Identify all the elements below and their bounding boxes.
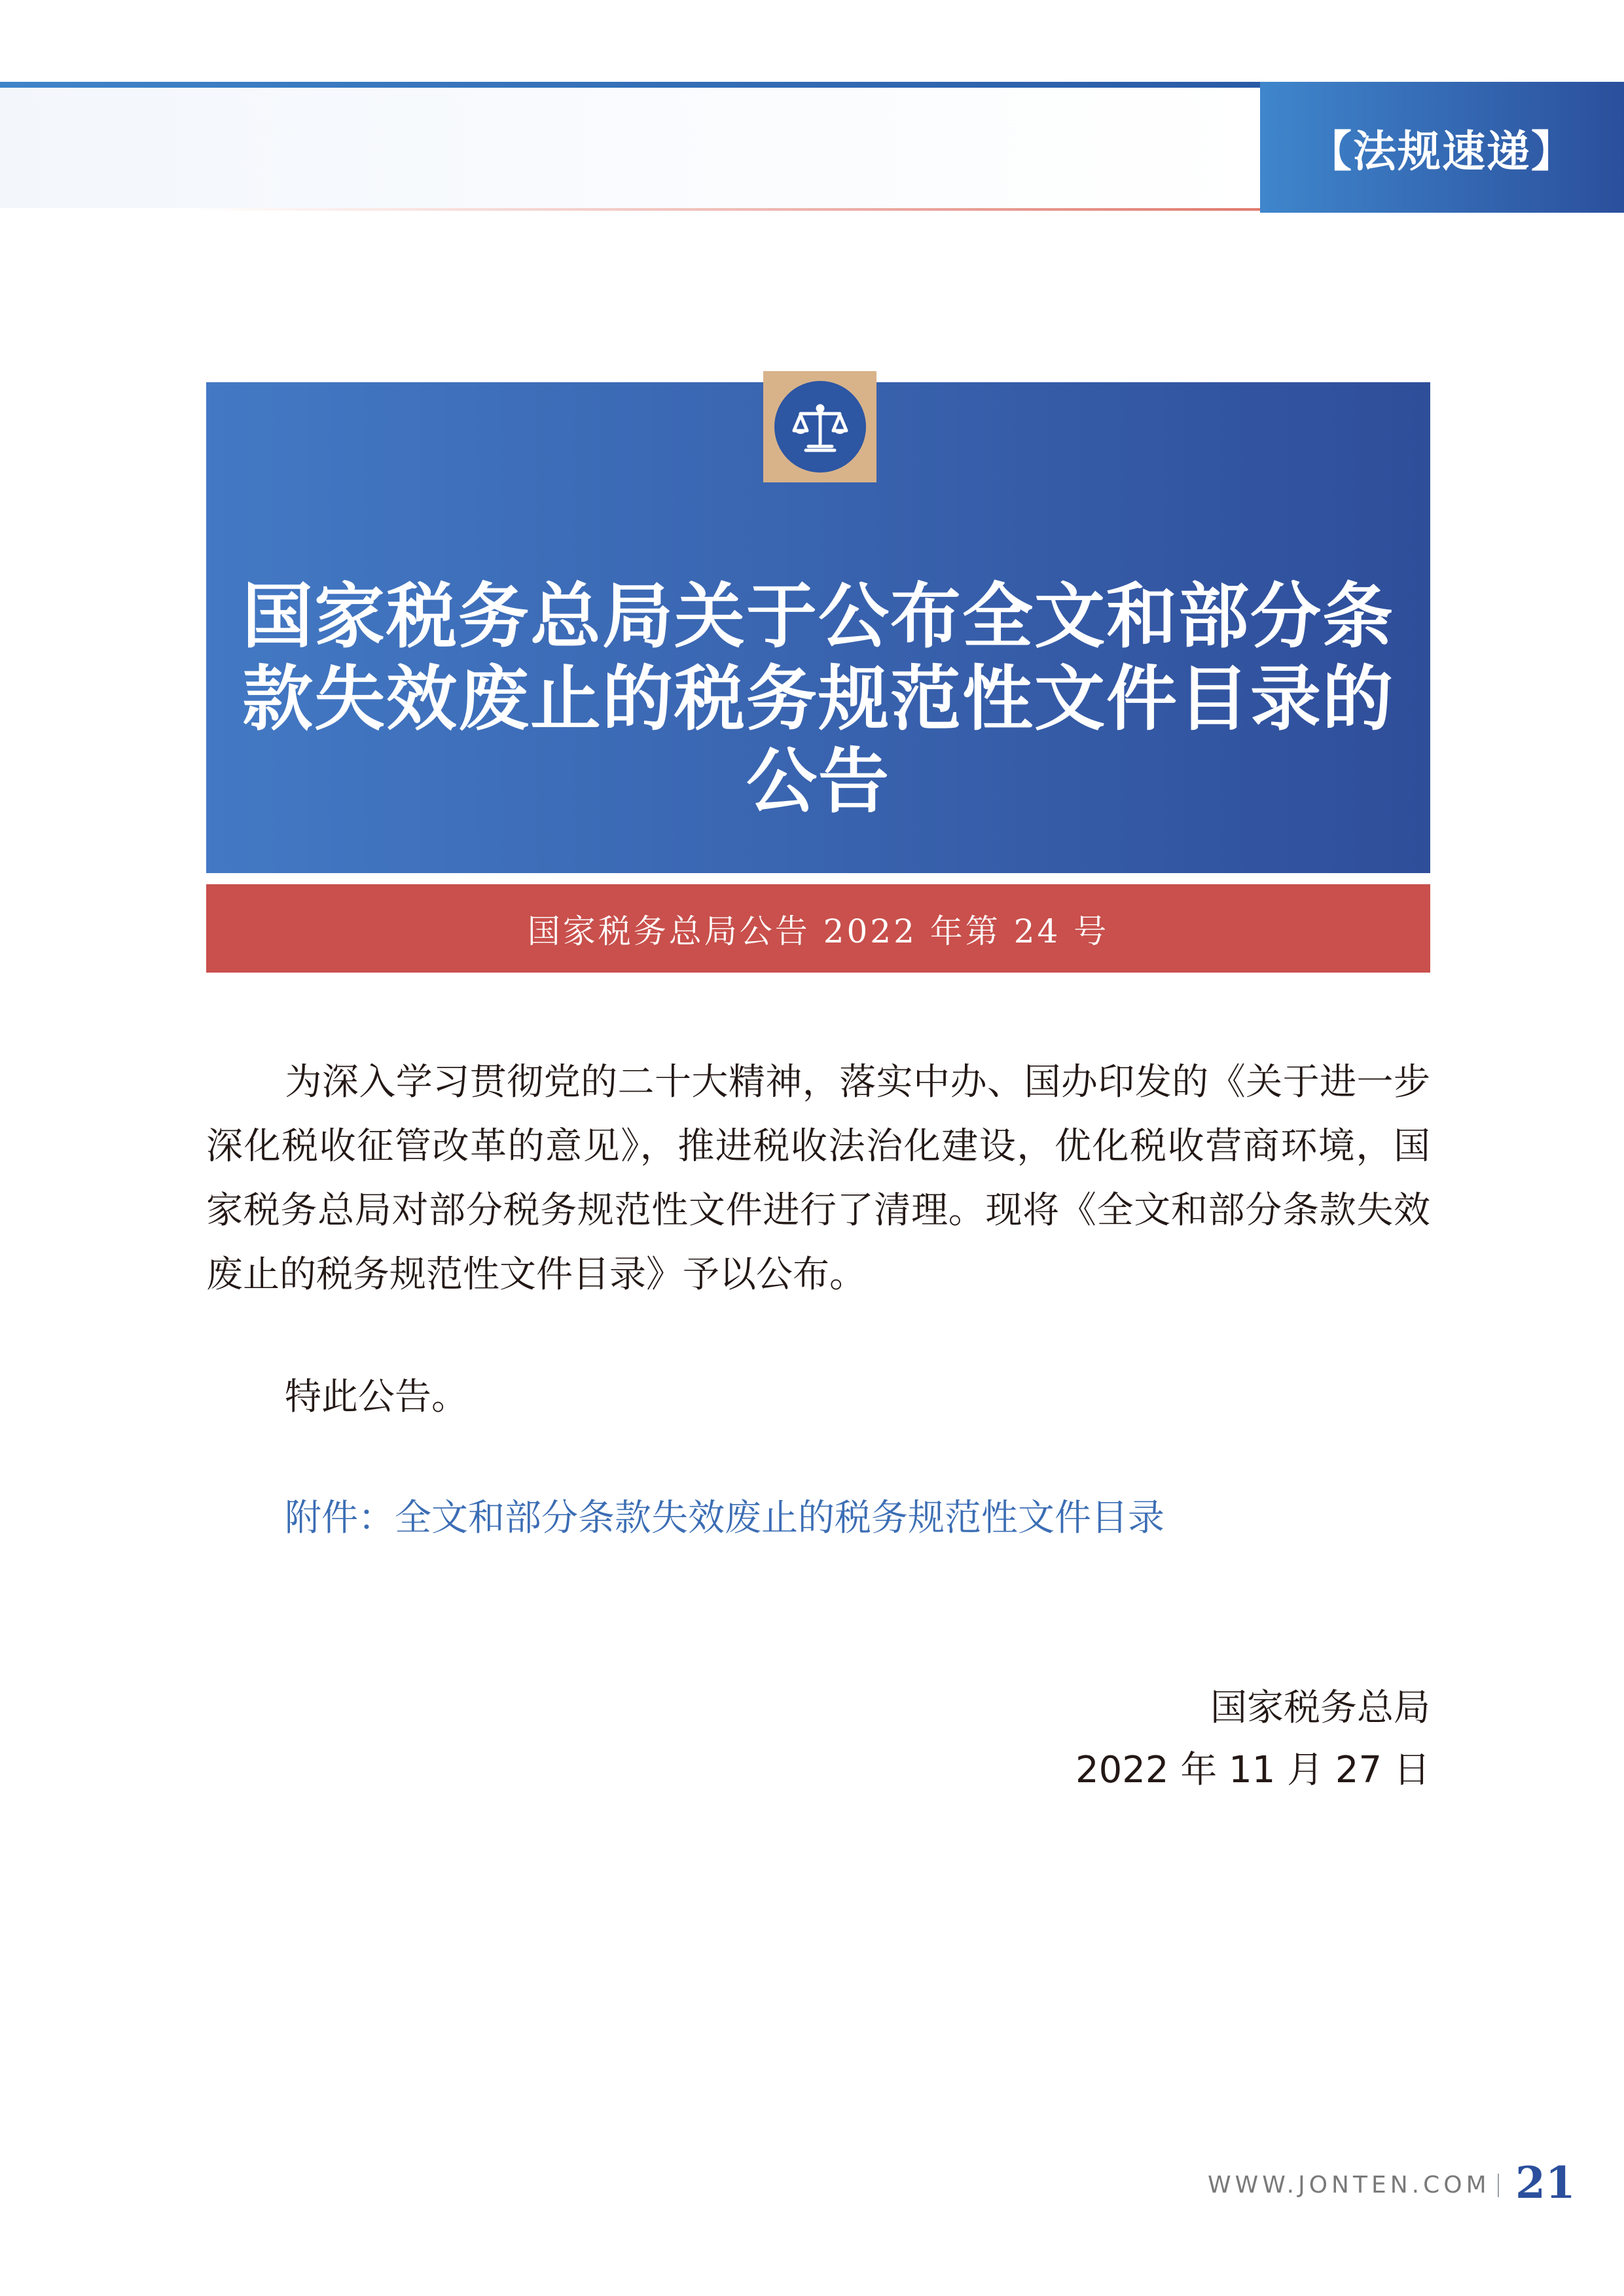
title-line-1: 国家税务总局关于公布全文和部分条 [242,576,1394,658]
page-title [223,576,1414,823]
signature-date: 2022 年 11 月 27 日 [1075,1749,1430,1791]
page-number: 21 [1515,2157,1576,2208]
body-paragraph-text: 为深入学习贯彻党的二十大精神，落实中办、国办印发的《关于进一步深化税收征管改革的意见》，推进税收法治化建设，优化税收营商环境，国家税务总局对部分税务规范性文件进行了清理。现将《全文和部分条款失效废止的税务规范性文件目录》予以公布。 [206,1061,1430,1296]
header-top-line [0,82,1260,88]
header-red-underline [196,208,1260,211]
emblem-badge [763,371,876,482]
footer-website: WWW.JONTEN.COM [1208,2172,1490,2198]
title-line-3: 公告 [746,741,890,823]
scales-of-justice-icon [774,381,866,473]
scales-of-justice-icon-svg [789,395,852,458]
document-number: 国家税务总局公告 2022 年第 24 号 [527,912,1110,950]
header-strip [0,88,1260,208]
footer-separator [1498,2174,1499,2197]
title-line-2: 款失效废止的税务规范性文件目录的 [242,658,1394,740]
signature-issuer: 国家税务总局 [1210,1687,1430,1729]
body-paragraph [206,1050,1430,1307]
document-number-bar [206,884,1430,973]
section-tag: 【法规速递】 [1260,82,1624,213]
attachment-link[interactable]: 附件：全文和部分条款失效废止的税务规范性文件目录 [285,1497,1164,1539]
closing-statement: 特此公告。 [285,1376,468,1418]
